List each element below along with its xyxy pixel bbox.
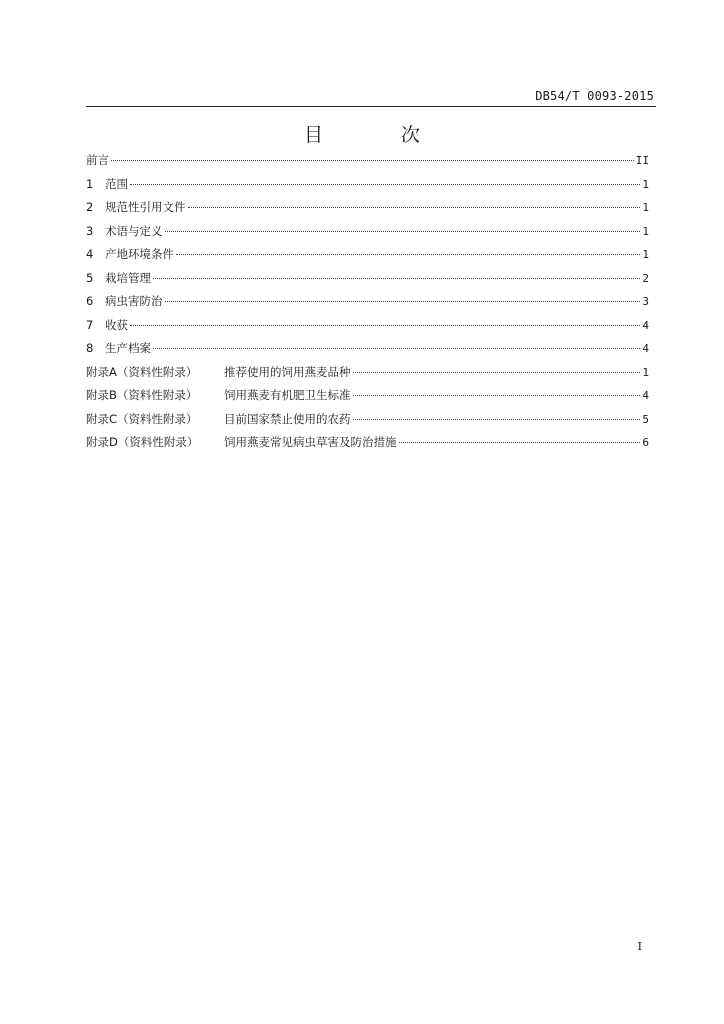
toc-entry[interactable] bbox=[86, 364, 649, 388]
document-code: DB54/T 0093-2015 bbox=[535, 89, 654, 103]
toc-entry-label: 收获 bbox=[105, 317, 128, 332]
toc-entry[interactable] bbox=[86, 223, 649, 247]
toc-dot-leader bbox=[130, 325, 640, 326]
toc-entry[interactable] bbox=[86, 199, 649, 223]
toc-entry-label: 前言 bbox=[86, 153, 109, 167]
toc-entry-page: 3 bbox=[642, 295, 649, 308]
toc-dot-leader bbox=[353, 419, 641, 420]
toc-entry-label: 推荐使用的饲用燕麦品种 bbox=[224, 364, 351, 379]
toc-dot-leader bbox=[153, 278, 640, 279]
toc-title: 目 次 bbox=[303, 124, 457, 146]
toc-entry-appendix: 附录C（资料性附录） bbox=[86, 411, 198, 426]
toc-entry-label: 目前国家禁止使用的农药 bbox=[224, 411, 351, 426]
toc-entry-page: II bbox=[635, 154, 649, 167]
toc-entry-page: 1 bbox=[642, 177, 649, 191]
toc-entry-number: 1 bbox=[86, 176, 94, 191]
toc-dot-leader bbox=[165, 231, 641, 232]
toc-entry[interactable] bbox=[86, 411, 649, 435]
toc-entry-label: 病虫害防治 bbox=[105, 294, 163, 308]
toc-dot-leader bbox=[353, 395, 641, 396]
toc-entry-page: 4 bbox=[642, 389, 649, 402]
toc-entry[interactable] bbox=[86, 293, 649, 317]
toc-dot-leader bbox=[353, 372, 641, 373]
toc-dot-leader bbox=[165, 301, 641, 302]
toc-entry-number: 6 bbox=[86, 294, 94, 308]
toc-entry[interactable] bbox=[86, 152, 649, 176]
toc-entry-label: 生产档案 bbox=[105, 341, 151, 355]
toc-dot-leader bbox=[188, 207, 641, 208]
toc-entry[interactable] bbox=[86, 387, 649, 411]
toc-entry[interactable] bbox=[86, 340, 649, 364]
toc-dot-leader bbox=[176, 254, 640, 255]
toc-entry-page: 5 bbox=[642, 412, 649, 426]
toc-dot-leader bbox=[153, 348, 640, 349]
toc-entry-label: 规范性引用文件 bbox=[105, 200, 186, 214]
toc-entry-page: 1 bbox=[642, 201, 649, 214]
toc-entry-number: 7 bbox=[86, 317, 94, 332]
toc-entry-number: 2 bbox=[86, 200, 94, 214]
toc-dot-leader bbox=[130, 184, 640, 185]
toc-entry-page: 4 bbox=[642, 318, 649, 332]
toc-entry-appendix: 附录D（资料性附录） bbox=[86, 435, 199, 449]
toc-entry-appendix: 附录B（资料性附录） bbox=[86, 388, 198, 402]
toc-entry-page: 4 bbox=[642, 342, 649, 355]
toc-entry[interactable] bbox=[86, 270, 649, 294]
toc-entry-page: 1 bbox=[642, 365, 649, 379]
toc-entry-label: 产地环境条件 bbox=[105, 247, 174, 261]
toc-entry-page: 2 bbox=[642, 271, 649, 285]
page-number: I bbox=[637, 940, 642, 953]
toc-entry[interactable] bbox=[86, 317, 649, 341]
toc-entry-label: 饲用燕麦有机肥卫生标准 bbox=[224, 388, 351, 402]
toc-dot-leader bbox=[399, 442, 641, 443]
toc-entry-label: 范围 bbox=[105, 176, 128, 191]
toc-entry-number: 4 bbox=[86, 247, 94, 261]
toc-entry-number: 3 bbox=[86, 223, 94, 238]
toc-entry-page: 1 bbox=[642, 248, 649, 261]
header-divider bbox=[86, 106, 656, 107]
toc-entry[interactable] bbox=[86, 434, 649, 458]
toc-entry-label: 饲用燕麦常见病虫草害及防治措施 bbox=[224, 435, 397, 449]
toc-entry-number: 8 bbox=[86, 341, 94, 355]
toc-dot-leader bbox=[111, 160, 634, 161]
toc-entry-label: 栽培管理 bbox=[105, 270, 151, 285]
toc-entry-appendix: 附录A（资料性附录） bbox=[86, 364, 198, 379]
toc-entry-page: 6 bbox=[642, 436, 649, 449]
toc-entry-label: 术语与定义 bbox=[105, 223, 163, 238]
toc-entry[interactable] bbox=[86, 246, 649, 270]
toc-entry[interactable] bbox=[86, 176, 649, 200]
table-of-contents bbox=[86, 152, 649, 458]
toc-entry-number: 5 bbox=[86, 270, 94, 285]
toc-entry-page: 1 bbox=[642, 224, 649, 238]
